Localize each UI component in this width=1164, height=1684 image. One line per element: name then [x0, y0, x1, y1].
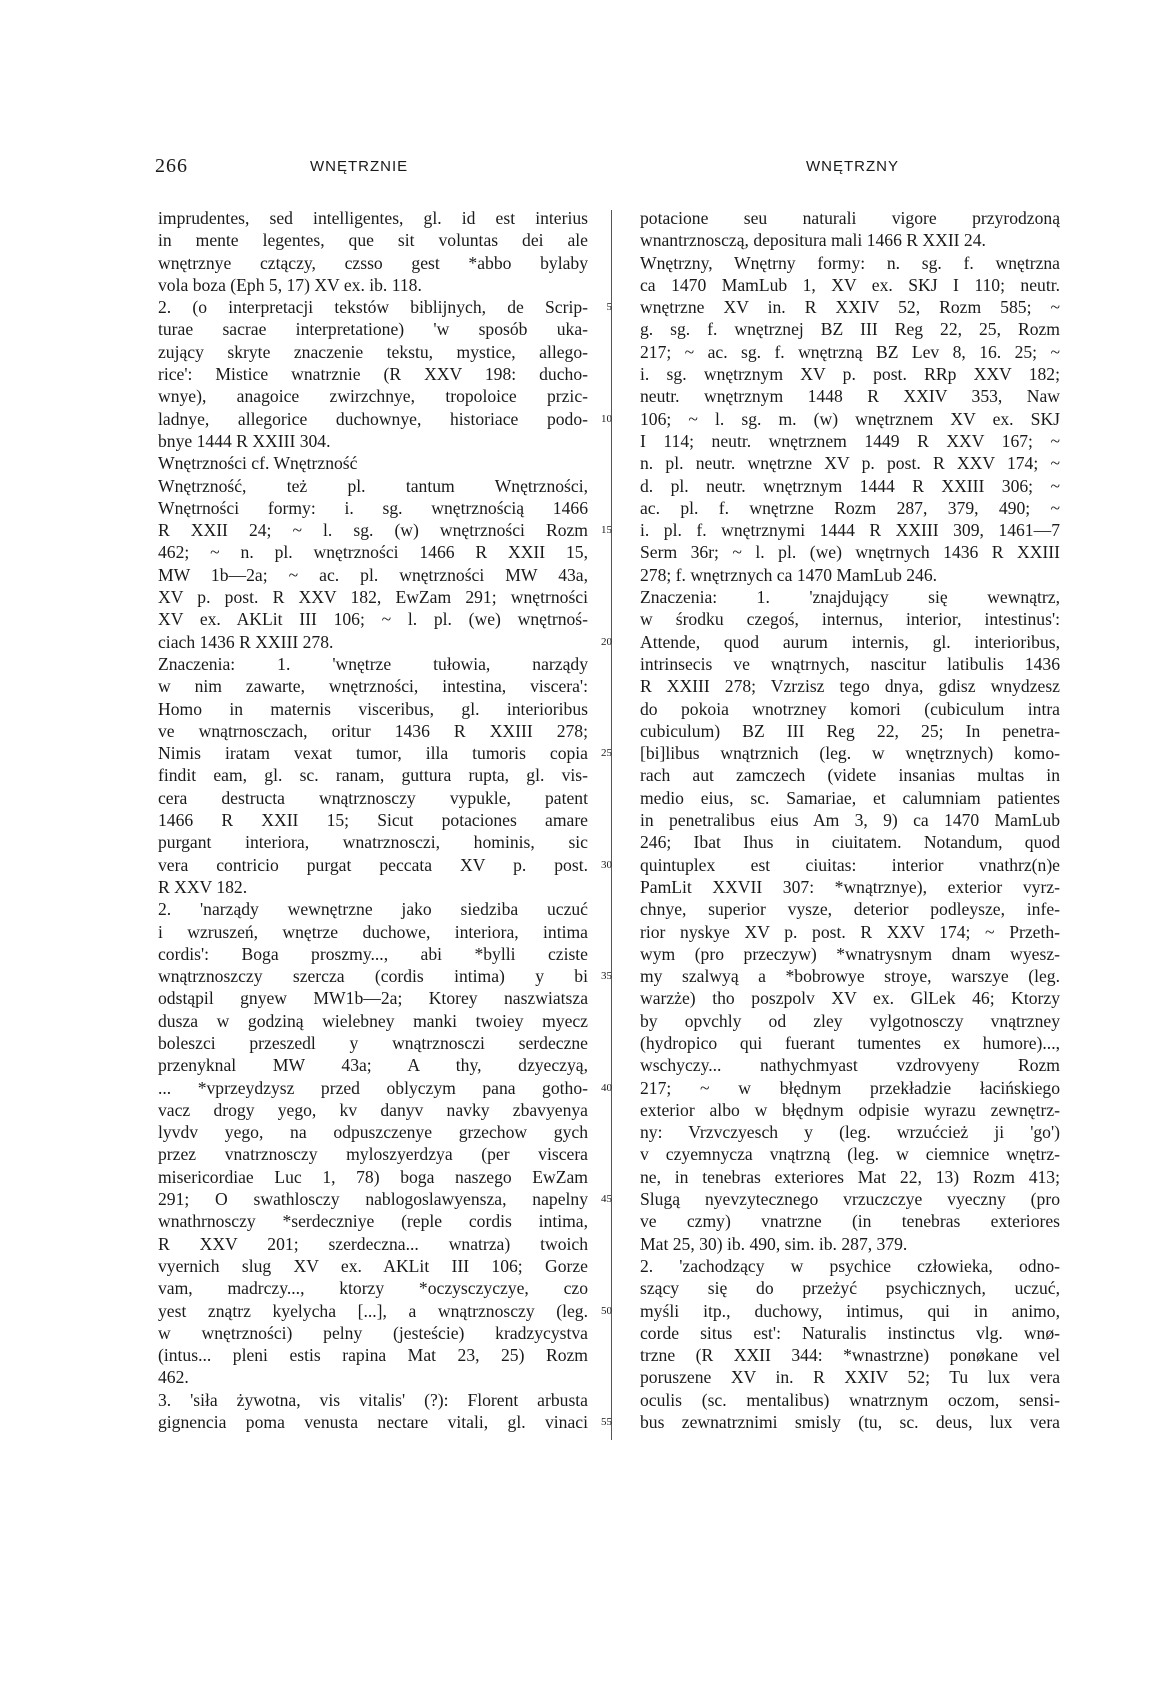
text-line: Homo in maternis visceribus, gl. interioribus — [158, 698, 588, 719]
text-line: in mente legentes, que sit voluntas dei ale — [158, 230, 588, 251]
text-line: g. sg. f. wnętrznej BZ III Reg 22, 25, Rozm — [640, 319, 1060, 340]
text-line: oculis (sc. mentalibus) wnatrznym oczom, sensi- — [640, 1389, 1060, 1410]
text-line: 246; Ibat Ihus in ciuitatem. Notandum, quod — [640, 832, 1060, 853]
text-line: poruszene XV in. R XXIV 52; Tu lux vera — [640, 1367, 1060, 1388]
left-running-head: WNĘTRZNIE — [310, 158, 409, 175]
line-number: 30 — [601, 858, 612, 871]
text-line: ac. pl. f. wnętrzne Rozm 287, 379, 490; ~ — [640, 497, 1060, 518]
text-line: Serm 36r; ~ l. pl. (we) wnętrnych 1436 R XXIII — [640, 542, 1060, 563]
line-number: 55 — [601, 1416, 612, 1429]
line-number: 40 — [601, 1081, 612, 1094]
text-line: R XXII 24; ~ l. sg. (w) wnętrzności Rozm — [158, 520, 588, 541]
text-line: przez vnatrznosczy myloszyerdzya (per viscera — [158, 1144, 588, 1165]
text-line: w wnętrzności) pelny (jesteście) kradzycystva — [158, 1322, 588, 1343]
text-line: XV ex. AKLit III 106; ~ l. pl. (we) wnętrnoś- — [158, 609, 588, 630]
text-line: rach aut zamczech (videte insanias multas in — [640, 765, 1060, 786]
text-line: wnątrznoszczy szercza (cordis intima) y bi — [158, 966, 588, 987]
text-line: chnye, superior vysze, deterior podleysze, infe- — [640, 899, 1060, 920]
text-line: rice': Mistice wnatrznie (R XXV 198: ducho- — [158, 364, 588, 385]
text-line: (hydropico qui fuerant tumentes ex humore)..., — [640, 1032, 1060, 1053]
line-number: 35 — [601, 970, 612, 983]
text-line: vyernich slug XV ex. AKLit III 106; Gorze — [158, 1255, 588, 1276]
text-line: 217; ~ w błędnym przekładzie łacińskiego — [640, 1077, 1060, 1098]
text-line: by opvchly od zley vylgotnosczy vnątrzney — [640, 1010, 1060, 1031]
text-line: rior nyskye XV p. post. R XXV 174; ~ Przeth- — [640, 921, 1060, 942]
text-line: 106; ~ l. sg. m. (w) wnętrznem XV ex. SKJ — [640, 408, 1060, 429]
text-line: imprudentes, sed intelligentes, gl. id est interius — [158, 208, 588, 228]
text-line: gignencia poma venusta nectare vitali, gl. vinaci — [158, 1412, 588, 1433]
text-line: odstąpil gnyew MW1b—2a; Ktorey naszwiatsza — [158, 988, 588, 1009]
text-line: [bi]libus wnątrznich (leg. w wnętrznych) komo- — [640, 743, 1060, 764]
text-line: misericordiae Luc 1, 78) boga naszego EwZam — [158, 1166, 588, 1187]
text-line: PamLit XXVII 307: *wnątrznye), exterior vyrz- — [640, 876, 1060, 897]
text-line: turae sacrae interpretatione) 'w sposób uka- — [158, 319, 588, 340]
line-number: 25 — [601, 747, 612, 760]
text-line: i. sg. wnętrznym XV p. post. RRp XXV 182; — [640, 364, 1060, 385]
line-number: 5 — [606, 301, 612, 314]
text-line: quintuplex est ciuitas: interior vnathrz(n)e — [640, 854, 1060, 875]
text-line: wym (pro przeczyw) *wnatrysnym dnam wyesz- — [640, 943, 1060, 964]
text-line: 291; O swathlosczy nablogoslawyensza, napelny — [158, 1189, 588, 1210]
text-line: vam, madrczy..., ktorzy *oczysczyczye, czo — [158, 1278, 588, 1299]
text-line: w nim zawarte, wnętrzności, intestina, viscera': — [158, 676, 588, 697]
text-line: ve wnątrnosczach, oritur 1436 R XXIII 278; — [158, 720, 588, 741]
text-line: Wnętrzności cf. Wnętrzność — [158, 453, 358, 474]
column-divider — [611, 210, 612, 1440]
text-line: R XXIII 278; Vzrzisz tego dnya, gdisz wnydzesz — [640, 676, 1060, 697]
text-line: 2. 'zachodzący w psychice człowieka, odno- — [640, 1255, 1060, 1276]
text-line: d. pl. neutr. wnętrznym 1444 R XXIII 306; ~ — [640, 475, 1060, 496]
text-line: bnye 1444 R XXIII 304. — [158, 430, 331, 451]
text-line: Wnętrności formy: i. sg. wnętrznością 1466 — [158, 497, 588, 518]
text-line: vera contricio purgat peccata XV p. post. — [158, 854, 588, 875]
text-line: corde situs est': Naturalis instinctus vlg. wnø- — [640, 1322, 1060, 1343]
right-column — [640, 207, 1060, 1433]
text-line: XV p. post. R XXV 182, EwZam 291; wnętrności — [158, 587, 588, 608]
text-line: cordis': Boga proszmy..., abi *bylli cziste — [158, 943, 588, 964]
text-line: cera destructa wnątrznosczy vypukle, patent — [158, 787, 588, 808]
text-line: 217; ~ ac. sg. f. wnętrzną BZ Lev 8, 16. 25; ~ — [640, 341, 1060, 362]
text-line: findit eam, gl. sc. ranam, guttura rupta, gl. vis- — [158, 765, 588, 786]
left-column — [158, 207, 588, 1433]
text-line: Wnętrzność, też pl. tantum Wnętrzności, — [158, 475, 588, 496]
text-line: Slugą nyevzytecznego vrzuczczye vyeczny (pro — [640, 1189, 1060, 1210]
line-number: 15 — [601, 524, 612, 537]
text-line: w środku czegoś, internus, interior, intestinus': — [640, 609, 1060, 630]
page-number: 266 — [155, 155, 188, 177]
text-line: warzże) tho poszpolv XV ex. GlLek 46; Ktorzy — [640, 988, 1060, 1009]
text-line: boleszci przeszedl y wnątrznosczi serdeczne — [158, 1032, 588, 1053]
text-line: 462. — [158, 1367, 189, 1388]
text-line: R XXV 182. — [158, 876, 248, 897]
text-line: i. pl. f. wnętrznymi 1444 R XXIII 309, 1461—7 — [640, 520, 1060, 541]
text-line: Wnętrzny, Wnętrny formy: n. sg. f. wnętrzna — [640, 252, 1060, 273]
text-line: vacz drogy yego, kv danyv navky zbavyenya — [158, 1099, 588, 1120]
text-line: 2. (o interpretacji tekstów biblijnych, de Scrip- — [158, 297, 588, 318]
text-line: bus zewnatrznimi smisly (tu, sc. deus, lux vera — [640, 1412, 1060, 1433]
text-line: myśli itp., duchowy, intimus, qui in animo, — [640, 1300, 1060, 1321]
text-line: i wzruszeń, wnętrze duchowe, interiora, intima — [158, 921, 588, 942]
text-line: Znaczenia: 1. 'wnętrze tułowia, narządy — [158, 653, 588, 674]
right-running-head: WNĘTRZNY — [806, 158, 899, 175]
text-line: potacione seu naturali vigore przyrodzoną — [640, 208, 1060, 228]
text-line: ca 1470 MamLub 1, XV ex. SKJ I 110; neutr. — [640, 274, 1060, 295]
text-line: wnętrznye cztączy, czsso gest *abbo bylaby — [158, 252, 588, 273]
text-line: dusza w godziną wielebney manki twoiey myecz — [158, 1010, 588, 1031]
text-line: zujący skryte znaczenie tekstu, mystice, allego- — [158, 341, 588, 362]
text-line: szący się do przeżyć psychicznych, uczuć, — [640, 1278, 1060, 1299]
text-line: Mat 25, 30) ib. 490, sim. ib. 287, 379. — [640, 1233, 908, 1254]
text-line: Nimis iratam vexat tumor, illa tumoris copia — [158, 743, 588, 764]
text-line: przenyknal MW 43a; A thy, dzyeczyą, — [158, 1055, 588, 1076]
text-line: ve czmy) vnatrzne (in tenebras exteriores — [640, 1211, 1060, 1232]
text-line: do pokoia wnotrzney komori (cubiculum intra — [640, 698, 1060, 719]
text-line: wnętrzne XV in. R XXIV 52, Rozm 585; ~ — [640, 297, 1060, 318]
text-line: ciach 1436 R XXIII 278. — [158, 631, 334, 652]
text-line: lyvdv yego, na odpuszczenye grzechow gych — [158, 1122, 588, 1143]
text-line: trzne (R XXII 344: *wnastrzne) ponøkane vel — [640, 1345, 1060, 1366]
text-line: Znaczenia: 1. 'znajdujący się wewnątrz, — [640, 587, 1060, 608]
text-line: in penetralibus eius Am 3, 9) ca 1470 MamLub — [640, 810, 1060, 831]
text-line: yest znątrz kyelycha [...], a wnątrznosczy (leg. — [158, 1300, 588, 1321]
text-line: 278; f. wnętrznych ca 1470 MamLub 246. — [640, 564, 938, 585]
text-line: 3. 'siła żywotna, vis vitalis' (?): Florent arbusta — [158, 1389, 588, 1410]
text-line: intrinsecis ve wnątrnych, nascitur latibulis 1436 — [640, 653, 1060, 674]
text-line: ne, in tenebras exteriores Mat 22, 13) Rozm 413; — [640, 1166, 1060, 1187]
text-line: MW 1b—2a; ~ ac. pl. wnętrzności MW 43a, — [158, 564, 588, 585]
text-line: wnantrznosczą, depositura mali 1466 R XXII 24. — [640, 230, 986, 251]
text-line: (intus... pleni estis rapina Mat 23, 25) Rozm — [158, 1345, 588, 1366]
text-line: medio eius, sc. Samariae, et calumniam patientes — [640, 787, 1060, 808]
text-line: I 114; neutr. wnętrznem 1449 R XXV 167; ~ — [640, 430, 1060, 451]
text-line: wschyczy... nathychmyast vzdrovyeny Rozm — [640, 1055, 1060, 1076]
text-line: purgant interiora, wnatrznosczi, hominis, sic — [158, 832, 588, 853]
text-line: n. pl. neutr. wnętrzne XV p. post. R XXV 174; ~ — [640, 453, 1060, 474]
text-line: vola boza (Eph 5, 17) XV ex. ib. 118. — [158, 274, 422, 295]
text-line: R XXV 201; szerdeczna... wnatrza) twoich — [158, 1233, 588, 1254]
text-line: my szalwyą a *bobrowye stroye, warszye (leg. — [640, 966, 1060, 987]
text-line: wnye), anagoice zwirzchnye, tropoloice przic- — [158, 386, 588, 407]
text-line: exterior albo w błędnym odpisie wyrazu zewnętrz- — [640, 1099, 1060, 1120]
running-header — [0, 155, 1164, 185]
text-line: ny: Vrzvczyesch y (leg. wrzućcież ji 'go') — [640, 1122, 1060, 1143]
text-line: 2. 'narządy wewnętrzne jako siedziba uczuć — [158, 899, 588, 920]
text-line: v czyemnycza vnątrzną (leg. w ciemnice wnętrz- — [640, 1144, 1060, 1165]
text-line: neutr. wnętrznym 1448 R XXIV 353, Naw — [640, 386, 1060, 407]
line-number: 20 — [601, 635, 612, 648]
line-number: 10 — [601, 412, 612, 425]
text-line: ladnye, allegorice duchownye, historiace podo- — [158, 408, 588, 429]
text-line: cubiculum) BZ III Reg 22, 25; In penetra- — [640, 720, 1060, 741]
text-line: 462; ~ n. pl. wnętrzności 1466 R XXII 15, — [158, 542, 588, 563]
line-number: 45 — [601, 1193, 612, 1206]
text-line: 1466 R XXII 15; Sicut potaciones amare — [158, 810, 588, 831]
text-line: ... *vprzeydzysz przed oblyczym pana gotho- — [158, 1077, 588, 1098]
line-number: 50 — [601, 1304, 612, 1317]
text-line: wnathrnosczy *serdeczniye (reple cordis intima, — [158, 1211, 588, 1232]
text-line: Attende, quod aurum internis, gl. interioribus, — [640, 631, 1060, 652]
